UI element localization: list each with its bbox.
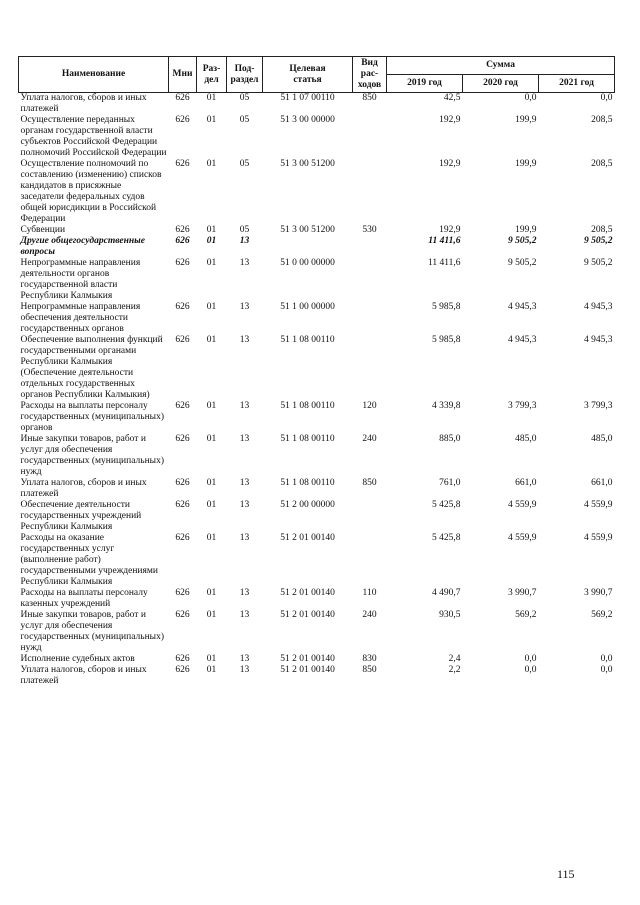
cell-2019: 11 411,6 xyxy=(428,236,461,246)
cell-name: Субвенции xyxy=(20,225,66,235)
cell-mni: 626 xyxy=(175,401,190,411)
cell-razdel: 01 xyxy=(206,236,217,246)
cell-razdel: 01 xyxy=(206,159,217,169)
cell-podrazdel: 13 xyxy=(239,610,250,620)
header-2020: 2020 год xyxy=(463,75,539,93)
cell-mni: 626 xyxy=(175,434,190,444)
table-row xyxy=(19,654,615,665)
cell-mni: 626 xyxy=(175,654,190,664)
cell-mni: 626 xyxy=(175,478,190,488)
cell-mni: 626 xyxy=(175,500,190,510)
cell-razdel: 01 xyxy=(206,258,217,268)
cell-podrazdel: 13 xyxy=(239,533,250,543)
cell-2021: 4 559,9 xyxy=(584,533,613,543)
cell-razdel: 01 xyxy=(206,478,217,488)
cell-podrazdel: 13 xyxy=(239,478,250,488)
cell-mni: 626 xyxy=(175,588,190,598)
table-row xyxy=(19,236,615,258)
cell-target-article: 51 1 08 00110 xyxy=(280,478,335,488)
cell-podrazdel: 13 xyxy=(239,434,250,444)
cell-target-article: 51 2 01 00140 xyxy=(280,588,335,598)
cell-name: Иные закупки товаров, работ и услуг для обеспечения государственных (муниципальных) нужд xyxy=(20,610,164,653)
cell-2019: 4 490,7 xyxy=(432,588,461,598)
cell-target-article: 51 2 01 00140 xyxy=(280,654,335,664)
cell-2021: 9 505,2 xyxy=(584,236,613,246)
cell-razdel: 01 xyxy=(206,533,217,543)
cell-2021: 208,5 xyxy=(591,225,613,235)
cell-podrazdel: 13 xyxy=(239,335,250,345)
cell-target-article: 51 2 01 00140 xyxy=(280,533,335,543)
cell-2021: 569,2 xyxy=(591,610,613,620)
cell-2021: 485,0 xyxy=(591,434,613,444)
table-row xyxy=(19,335,615,401)
cell-podrazdel: 13 xyxy=(239,665,250,675)
table-row xyxy=(19,159,615,225)
cell-target-article: 51 1 08 00110 xyxy=(280,401,335,411)
cell-name: Расходы на выплаты персоналу государственных (муниципальных) органов xyxy=(20,401,164,433)
header-2021: 2021 год xyxy=(539,75,615,93)
cell-name: Осуществление полномочий по составлению (изменению) списков кандидатов в присяжные заседатели федеральных судов общей юрисдикции в Российской Федерации xyxy=(20,159,162,224)
header-name: Наименование xyxy=(19,57,169,93)
cell-2020: 661,0 xyxy=(515,478,537,488)
cell-expense-type xyxy=(353,159,387,225)
cell-2019: 192,9 xyxy=(439,159,461,169)
cell-2020: 0,0 xyxy=(524,654,537,664)
cell-2019: 885,0 xyxy=(439,434,461,444)
cell-2021: 4 945,3 xyxy=(584,335,613,345)
table-row xyxy=(19,665,615,687)
cell-2021: 0,0 xyxy=(600,654,613,664)
cell-2019: 4 339,8 xyxy=(432,401,461,411)
cell-2020: 199,9 xyxy=(515,159,537,169)
cell-name: Обеспечение деятельности государственных учреждений Республики Калмыкия xyxy=(20,500,142,532)
cell-mni: 626 xyxy=(175,533,190,543)
cell-expense-type: 530 xyxy=(362,225,377,235)
table-row xyxy=(19,225,615,236)
cell-razdel: 01 xyxy=(206,401,217,411)
cell-mni: 626 xyxy=(175,302,190,312)
table-row xyxy=(19,500,615,533)
cell-mni: 626 xyxy=(175,225,190,235)
cell-podrazdel: 05 xyxy=(239,159,250,169)
cell-2021: 208,5 xyxy=(591,115,613,125)
header-expense-type: Вид рас- ходов xyxy=(353,57,387,93)
header-sum: Сумма xyxy=(387,57,615,75)
table-body xyxy=(19,93,615,688)
cell-name: Обеспечение выполнения функций государственными органами Республики Калмыкия (Обеспечение деятельности отдельных государственных органов Республики Калмыкия) xyxy=(20,335,163,400)
cell-2019: 192,9 xyxy=(439,115,461,125)
header-razdel: Раз- дел xyxy=(197,57,227,93)
cell-2019: 11 411,6 xyxy=(427,258,461,268)
cell-target-article: 51 3 00 51200 xyxy=(280,225,335,235)
cell-expense-type: 110 xyxy=(362,588,377,598)
cell-2019: 5 425,8 xyxy=(432,500,461,510)
cell-expense-type xyxy=(353,258,387,302)
cell-expense-type: 850 xyxy=(362,93,377,103)
cell-razdel: 01 xyxy=(206,93,217,103)
cell-expense-type xyxy=(353,236,387,258)
cell-expense-type: 830 xyxy=(362,654,377,664)
cell-razdel: 01 xyxy=(206,115,217,125)
table-row xyxy=(19,401,615,434)
cell-name: Уплата налогов, сборов и иных платежей xyxy=(20,665,147,686)
cell-2021: 3 799,3 xyxy=(584,401,613,411)
cell-2020: 3 799,3 xyxy=(508,401,537,411)
cell-expense-type: 240 xyxy=(362,434,377,444)
cell-razdel: 01 xyxy=(206,434,217,444)
cell-expense-type xyxy=(353,115,387,159)
cell-target-article: 51 2 00 00000 xyxy=(280,500,335,510)
cell-expense-type: 850 xyxy=(362,478,377,488)
cell-mni: 626 xyxy=(175,610,190,620)
cell-target-article: 51 3 00 51200 xyxy=(280,159,335,169)
cell-2019: 5 985,8 xyxy=(432,302,461,312)
cell-razdel: 01 xyxy=(206,665,217,675)
cell-2020: 0,0 xyxy=(524,665,537,675)
header-2019: 2019 год xyxy=(387,75,463,93)
cell-mni: 626 xyxy=(175,236,190,246)
cell-razdel: 01 xyxy=(206,588,217,598)
cell-expense-type: 120 xyxy=(362,401,377,411)
cell-razdel: 01 xyxy=(206,225,217,235)
cell-2019: 42,5 xyxy=(443,93,461,103)
cell-name: Уплата налогов, сборов и иных платежей xyxy=(20,93,147,114)
cell-mni: 626 xyxy=(175,665,190,675)
cell-mni: 626 xyxy=(175,115,190,125)
cell-2020: 199,9 xyxy=(515,115,537,125)
table-row xyxy=(19,533,615,588)
cell-2021: 4 945,3 xyxy=(584,302,613,312)
table-row xyxy=(19,302,615,335)
cell-name: Другие общегосударственные вопросы xyxy=(20,236,145,257)
table-row xyxy=(19,434,615,478)
cell-2019: 761,0 xyxy=(439,478,461,488)
cell-name: Непрограммные направления деятельности органов государственной власти Республики Калмыкия xyxy=(20,258,141,301)
cell-podrazdel: 13 xyxy=(239,654,250,664)
cell-2021: 0,0 xyxy=(600,665,613,675)
cell-podrazdel: 05 xyxy=(239,93,250,103)
cell-target-article: 51 1 07 00110 xyxy=(280,93,335,103)
header-target-article: Целевая статья xyxy=(263,57,353,93)
cell-podrazdel: 13 xyxy=(239,401,250,411)
cell-target-article: 51 3 00 00000 xyxy=(280,115,335,125)
table-row xyxy=(19,610,615,654)
cell-podrazdel: 13 xyxy=(239,302,250,312)
cell-2021: 3 990,7 xyxy=(584,588,613,598)
cell-2020: 199,9 xyxy=(515,225,537,235)
cell-podrazdel: 05 xyxy=(239,115,250,125)
cell-razdel: 01 xyxy=(206,335,217,345)
cell-name: Осуществление переданных органам государственной власти субъектов Российской Федерации полномочий Российской Федерации xyxy=(20,115,167,158)
budget-table xyxy=(18,56,615,687)
cell-2019: 2,4 xyxy=(448,654,461,664)
cell-podrazdel: 13 xyxy=(239,258,250,268)
cell-razdel: 01 xyxy=(206,500,217,510)
cell-2021: 0,0 xyxy=(600,93,613,103)
cell-mni: 626 xyxy=(175,159,190,169)
table-row xyxy=(19,588,615,610)
cell-podrazdel: 13 xyxy=(239,236,250,246)
cell-name: Расходы на оказание государственных услуг (выполнение работ) государственными учреждениями Республики Калмыкия xyxy=(20,533,158,587)
cell-podrazdel: 13 xyxy=(239,500,250,510)
cell-2020: 0,0 xyxy=(524,93,537,103)
cell-razdel: 01 xyxy=(206,654,217,664)
cell-2020: 9 505,2 xyxy=(508,258,537,268)
cell-name: Расходы на выплаты персоналу казенных учреждений xyxy=(20,588,148,609)
cell-2019: 192,9 xyxy=(439,225,461,235)
table-row xyxy=(19,115,615,159)
cell-2019: 930,5 xyxy=(439,610,461,620)
cell-2020: 569,2 xyxy=(515,610,537,620)
cell-2020: 485,0 xyxy=(515,434,537,444)
cell-2019: 5 985,8 xyxy=(432,335,461,345)
cell-podrazdel: 05 xyxy=(239,225,250,235)
cell-expense-type: 240 xyxy=(362,610,377,620)
cell-2020: 4 945,3 xyxy=(508,302,537,312)
cell-2019: 2,2 xyxy=(448,665,461,675)
cell-2021: 661,0 xyxy=(591,478,613,488)
cell-target-article: 51 1 00 00000 xyxy=(280,302,335,312)
table-row xyxy=(19,258,615,302)
page-number: 115 xyxy=(557,867,575,881)
cell-expense-type xyxy=(353,500,387,533)
cell-expense-type: 850 xyxy=(362,665,377,675)
cell-2020: 9 505,2 xyxy=(508,236,537,246)
cell-mni: 626 xyxy=(175,93,190,103)
cell-mni: 626 xyxy=(175,335,190,345)
cell-razdel: 01 xyxy=(206,610,217,620)
cell-2020: 4 559,9 xyxy=(508,500,537,510)
header-mni: Мни xyxy=(169,57,197,93)
table-row xyxy=(19,93,615,116)
cell-2021: 208,5 xyxy=(591,159,613,169)
cell-2021: 4 559,9 xyxy=(584,500,613,510)
cell-name: Исполнение судебных актов xyxy=(20,654,135,664)
cell-2020: 4 945,3 xyxy=(508,335,537,345)
cell-expense-type xyxy=(353,335,387,401)
cell-2021: 9 505,2 xyxy=(584,258,613,268)
cell-mni: 626 xyxy=(175,258,190,268)
cell-name: Непрограммные направления обеспечения деятельности государственных органов xyxy=(20,302,141,334)
cell-name: Уплата налогов, сборов и иных платежей xyxy=(20,478,147,499)
cell-name: Иные закупки товаров, работ и услуг для обеспечения государственных (муниципальных) нужд xyxy=(20,434,164,477)
cell-target-article: 51 1 08 00110 xyxy=(280,434,335,444)
table-row xyxy=(19,478,615,500)
cell-2019: 5 425,8 xyxy=(432,533,461,543)
cell-expense-type xyxy=(353,302,387,335)
cell-podrazdel: 13 xyxy=(239,588,250,598)
cell-razdel: 01 xyxy=(206,302,217,312)
cell-target-article: 51 2 01 00140 xyxy=(280,610,335,620)
header-podrazdel: Под- раздел xyxy=(227,57,263,93)
cell-target-article: 51 1 08 00110 xyxy=(280,335,335,345)
cell-2020: 4 559,9 xyxy=(508,533,537,543)
cell-target-article: 51 0 00 00000 xyxy=(280,258,335,268)
cell-target-article: 51 2 01 00140 xyxy=(280,665,335,675)
cell-target-article xyxy=(263,236,353,258)
cell-expense-type xyxy=(353,533,387,588)
cell-2020: 3 990,7 xyxy=(508,588,537,598)
